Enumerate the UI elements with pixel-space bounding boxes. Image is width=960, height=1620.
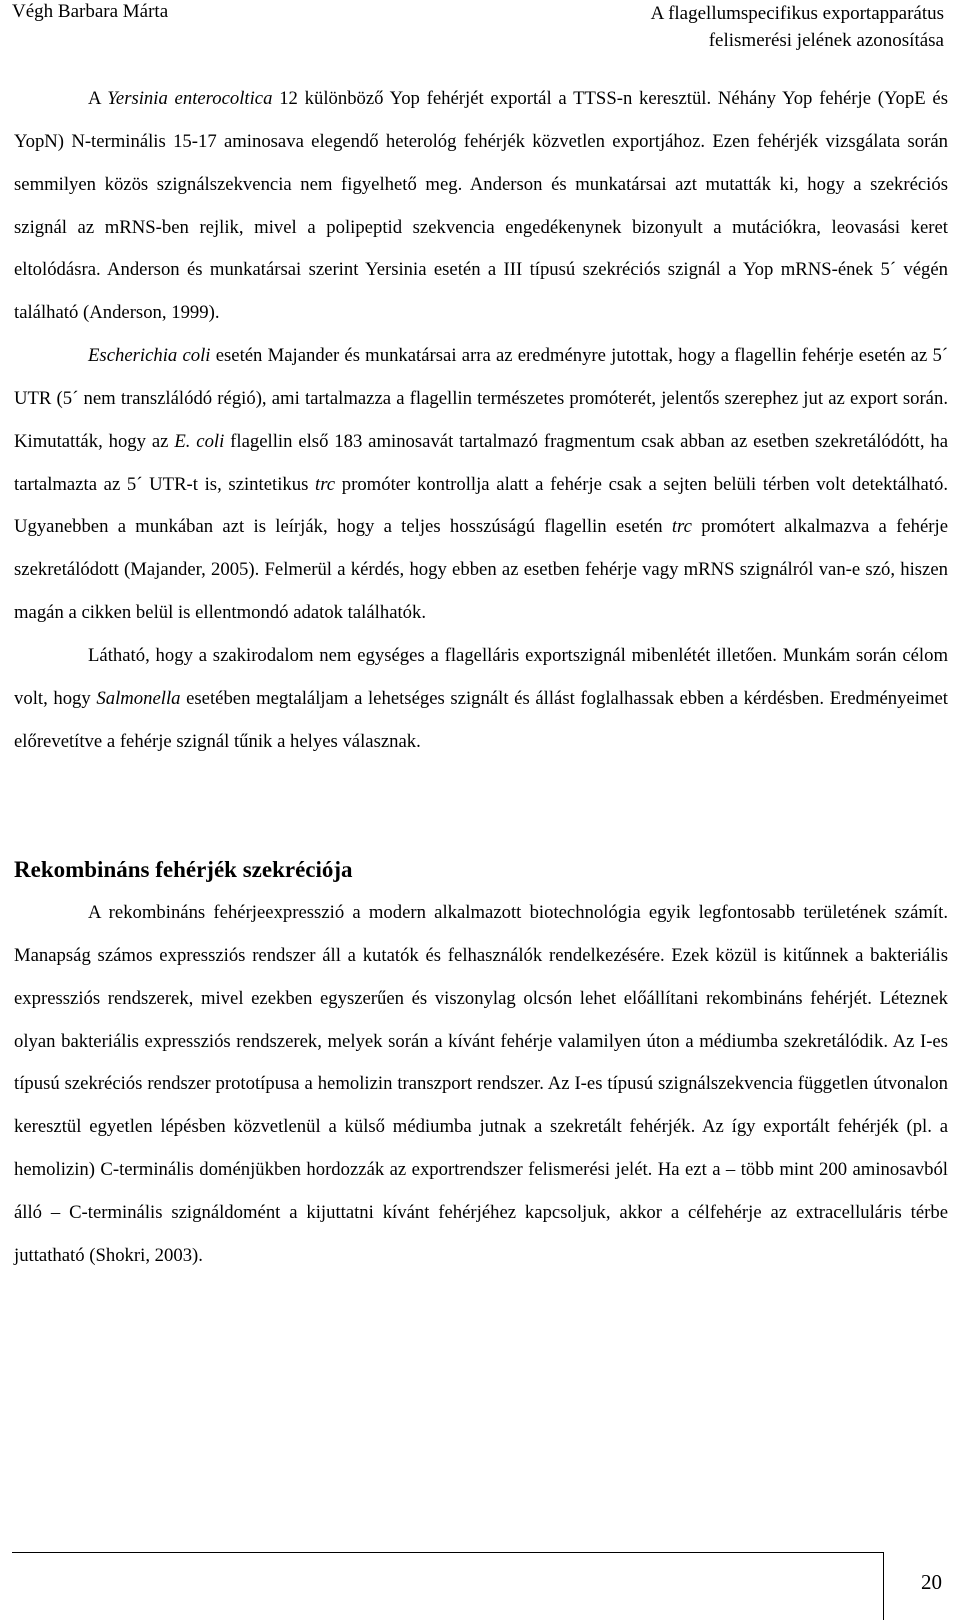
page-body [14,78,948,1278]
promoter-name: trc [671,516,692,538]
text-span: promótert alkalmazva a fehérje szekretálódott (Majander, 2005). Felmerül a kérdés, hogy ebben az esetben fehérje vagy mRNS szignálról van-e szó, hiszen magán a cikken belül is ellentmondó adatok találhatók. [14,516,948,624]
text-span: flagellin első 183 aminosavát tartalmazó fragmentum csak abban az esetben szekretálódótt, ha tartalmazta az 5´ UTR-t is, szintetikus [14,430,948,495]
text-span: promóter kontrollja alatt a fehérje csak a sejten belüli térben volt detektálható. Ugyanebben a munkában azt is leírják, hogy a teljes hosszúságú flagellin esetén [14,473,949,538]
footer-rule [12,1552,884,1553]
page-header [0,0,960,60]
text-span: esetében megtaláljam a lehetséges szignált és állást foglalhassak ebben a kérdésben. Eredményeimet előrevetítve a fehérje szignál tűnik a helyes válasznak. [14,687,948,752]
header-author: Végh Barbara Márta [12,1,169,22]
text-span: A [88,88,108,109]
paragraph-conclusion [14,635,948,764]
paragraph-ecoli [14,335,948,635]
promoter-name: trc [315,473,336,495]
species-name: Salmonella [96,687,181,709]
text-span: Látható, hogy a szakirodalom nem egységes a flagelláris exportszignál mibenlétét illetően. Munkám során célom volt, hogy [14,644,948,709]
spacer [14,764,948,807]
species-name: Yersinia enterocoltica [107,88,273,109]
paragraph-recombinant: A rekombináns fehérjeexpresszió a modern alkalmazott biotechnológia egyik legfontosabb területének számít. Manapság számos expressziós rendszer áll a kutatók és felhasználók rendelkezésére. Ezek közül is kitűnnek a bakteriális expressziós rendszerek, mivel ezekben egyszerűen és viszonylag olcsón lehet előállítani rekombináns fehérjét. Léteznek olyan bakteriális expressziós rendszerek, melyek során a kívánt fehérje valamilyen úton a médiumba szekretálódik. Az I-es típusú szekréciós rendszer prototípusa a hemolizin transzport rendszer. Az I-es típusú szignálszekvencia független útvonalon keresztül egyetlen lépésben közvetlenül a külső médiumba jutnak a szekretált fehérjék. Az így exportált fehérjék (pl. a hemolizin) C-terminális doménjükben hordozzák az exportrendszer felismerési jelét. Ha ezt a – több mint 200 aminosavból álló – C-terminális szignáldomént a kijuttatni kívánt fehérjéhez kapcsoljuk, akkor a célfehérje az extracelluláris térbe juttatható (Shokri, 2003). [14,902,948,1266]
species-name: E. coli [174,430,225,452]
footer-vertical-rule [883,1552,884,1620]
spacer [14,806,948,849]
page-number: 20 [921,1570,942,1594]
section-heading: Rekombináns fehérjék szekréciója [14,857,353,883]
header-title [651,0,944,54]
header-title-line2: felismerési jelének azonosítása [708,30,944,51]
paragraph-yersinia [14,78,948,335]
species-name: Escherichia coli [88,345,211,367]
text-span: esetén Majander és munkatársai arra az eredményre jutottak, hogy a flagellin fehérje esetén az 5´ UTR (5´ nem transzlálódó régió), ami tartalmazza a flagellin természetes promóterét, jelentős szerephez jut az export során. Kimutatták, hogy az [14,345,949,452]
header-title-line1: A flagellumspecifikus exportapparátus [650,3,944,24]
text-span: 12 különböző Yop fehérjét exportál a TTSS-n keresztül. Néhány Yop fehérje (YopE és YopN) N-terminális 15-17 aminosava elegendő heterológ fehérjék közvetlen exportjához. Ezen fehérjék vizsgálata során semmilyen közös szignálszekvencia nem figyelhető meg. Anderson és munkatársai azt mutatták ki, hogy a szekréciós szignál az mRNS-ben rejlik, mivel a polipeptid szekvencia engedékenynek bizonyult a mutációkra, leovasási keret eltolódásra. Anderson és munkatársai szerint Yersinia esetén a III típusú szekréciós szignál a Yop mRNS-ének 5´ végén található (Anderson, 1999). [14,88,948,324]
